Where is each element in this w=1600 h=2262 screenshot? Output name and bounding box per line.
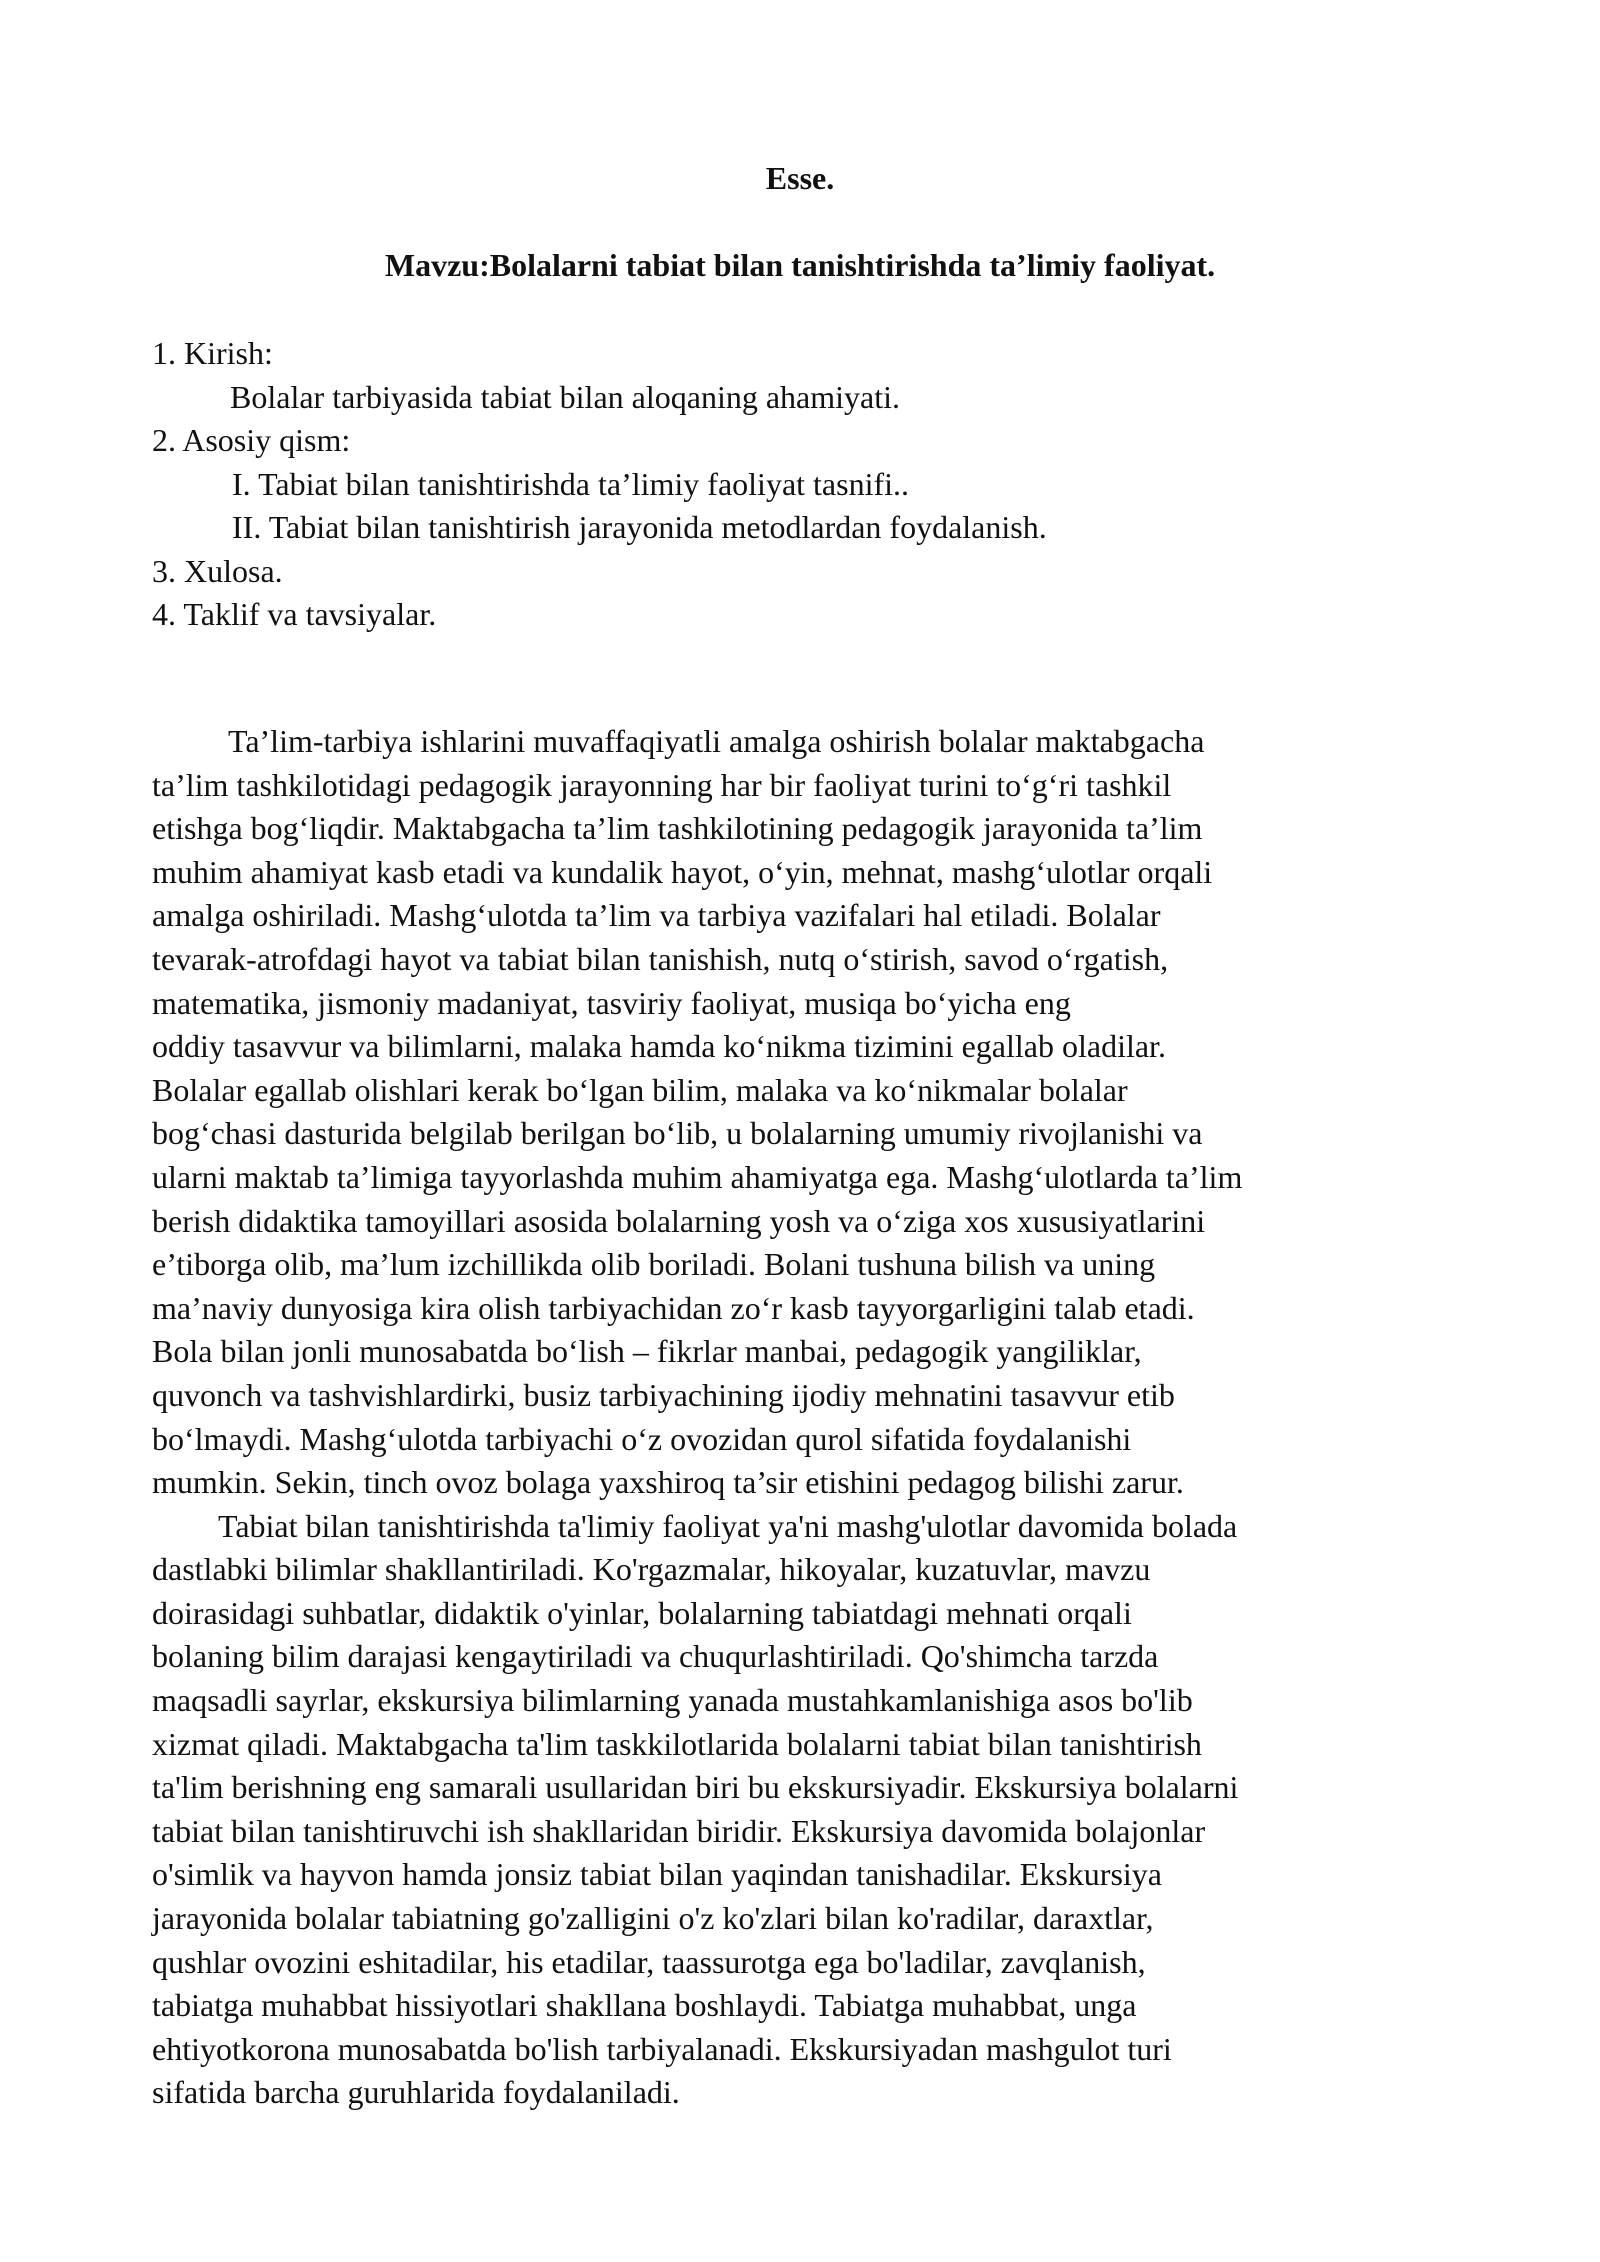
outline-subitem-introduction-topic: Bolalar tarbiyasida tabiat bilan aloqaning ahamiyati. — [230, 378, 900, 415]
essay-body — [152, 720, 1452, 2115]
outline-item-recommendations: 4. Taklif va tavsiyalar. — [152, 596, 437, 632]
outline-subitem-main-part-1: I. Tabiat bilan tanishtirishda ta’limiy faoliyat tasnifi.. — [232, 465, 910, 502]
outline-item-introduction: 1. Kirish: — [152, 335, 273, 371]
body-paragraph: Tabiat bilan tanishtirishda ta'limiy faoliyat ya'ni mashg'ulotlar davomida bolada dastlabki bilimlar shakllantiriladi. Ko'rgazmalar, hikoyalar, kuzatuvlar, mavzu doirasidagi suhbatlar, didaktik o'yinlar, bolalarning tabiatdagi mehnati orqali bolaning bilim darajasi kengaytiriladi va chuqurlashtiriladi. Qo'shimcha tarzda maqsadli sayrlar, ekskursiya bilimlarning yanada mustahkamlanishiga asos bo'lib xizmat qiladi. Maktabgacha ta'lim taskkilotlarida bolalarni tabiat bilan tanishtirish ta'lim berishning eng samarali usullaridan biri bu ekskursiyadir. Ekskursiya bolalarni tabiat bilan tanishtiruvchi ish shakllaridan biridir. Ekskursiya davomida bolajonlar o'simlik va hayvon hamda jonsiz tabiat bilan yaqindan tanishadilar. Ekskursiya jarayonida bolalar tabiatning go'zalligini o'z ko'zlari bilan ko'radilar, daraxtlar, qushlar ovozini eshitadilar, his etadilar, taassurotga ega bo'ladilar, zavqlanish, tabiatga muhabbat hissiyotlari shakllana boshlaydi. Tabiatga muhabbat, unga ehtiyotkorona munosabatda bo'lish tarbiyalanadi. Ekskursiyadan mashgulot turi sifatida barcha guruhlarida foydalaniladi. — [152, 1507, 1239, 2111]
essay-outline — [152, 332, 1047, 637]
outline-item-main-part: 2. Asosiy qism: — [152, 422, 351, 458]
document-title: Esse. — [765, 160, 835, 196]
outline-item-conclusion: 3. Xulosa. — [152, 552, 283, 589]
body-paragraph: Ta’lim-tarbiya ishlarini muvaffaqiyatli amalga oshirish bolalar maktabgacha ta’lim tashkilotidagi pedagogik jarayonning har bir faoliyat turini to‘g‘ri tashkil etishga bog‘liqdir. Maktabgacha ta’lim tashkilotining pedagogik jarayonida ta’lim muhim ahamiyat kasb etadi va kundalik hayot, o‘yin, mehnat, mashg‘ulotlar orqali amalga oshiriladi. Mashg‘ulotda ta’lim va tarbiya vazifalari hal etiladi. Bolalar tevarak-atrofdagi hayot va tabiat bilan tanishish, nutq o‘stirish, savod o‘rgatish, matematika, jismoniy madaniyat, tasviriy faoliyat, musiqa bo‘yicha eng oddiy tasavvur va bilimlarni, malaka hamda ko‘nikma tizimini egallab oladilar. Bolalar egallab olishlari kerak bo‘lgan bilim, malaka va ko‘nikmalar bolalar bog‘chasi dasturida belgilab berilgan bo‘lib, u bolalarning umumiy rivojlanishi va ularni maktab ta’limiga tayyorlashda muhim ahamiyatga ega. Mashg‘ulotlarda ta’lim berish didaktika tamoyillari asosida bolalarning yosh va o‘ziga xos xususiyatlarini e’tiborga olib, ma’lum izchillikda olib boriladi. Bolani tushuna bilish va uning ma’naviy dunyosiga kira olish tarbiyachidan zo‘r kasb tayyorgarligini talab etadi. Bola bilan jonli munosabatda bo‘lish – fikrlar manbai, pedagogik yangiliklar, quvonch va tashvishlardirki, busiz tarbiyachining ijodiy mehnatini tasavvur etib bo‘lmaydi. Mashg‘ulotda tarbiyachi o‘z ovozidan qurol sifatida foydalanishi mumkin. Sekin, tinch ovoz bolaga yaxshiroq ta’sir etishini pedagog bilishi zarur. — [152, 723, 1243, 1501]
document-subtitle: Mavzu:Bolalarni tabiat bilan tanishtirishda ta’limiy faoliyat. — [384, 247, 1216, 283]
outline-subitem-main-part-2: II. Tabiat bilan tanishtirish jarayonida metodlardan foydalanish. — [232, 509, 1047, 545]
